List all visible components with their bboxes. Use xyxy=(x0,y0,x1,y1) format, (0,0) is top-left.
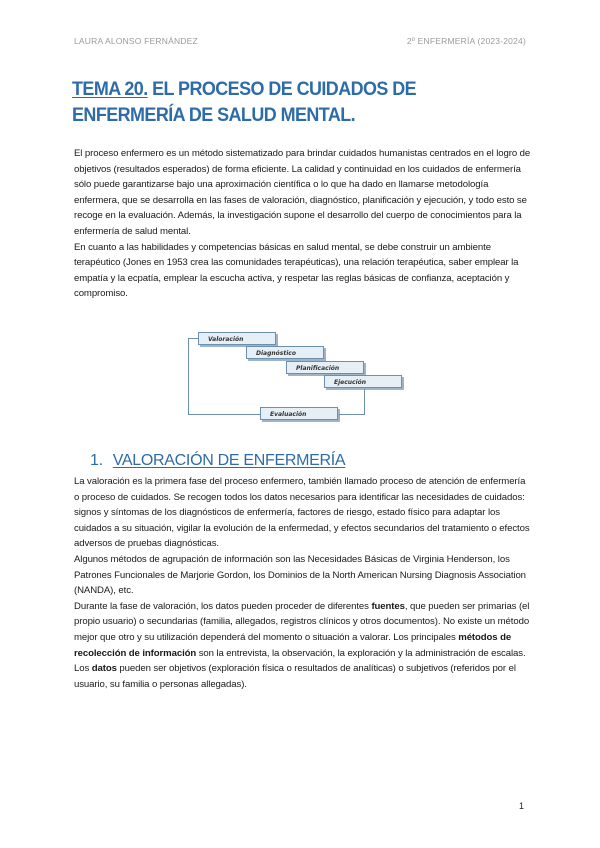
diagram-box-planificacion: Planificación xyxy=(286,361,364,374)
diagram-connector-left-bottom xyxy=(188,414,260,415)
header-author: LAURA ALONSO FERNÁNDEZ xyxy=(74,36,198,46)
page-number: 1 xyxy=(518,801,524,811)
text-run: pueden ser objetivos (exploración física o resultados de analíticas) o subjetivos (referidos por el usuario, su familia o personas allegadas). xyxy=(74,663,516,690)
page-header xyxy=(74,36,526,46)
diagram-box-diagnostico: Diagnóstico xyxy=(246,346,324,359)
diagram-connector-left-top xyxy=(188,338,198,339)
valoracion-paragraph-4 xyxy=(74,661,532,692)
title-text: EL PROCESO DE CUIDADOS DE ENFERMERÍA DE SALUD MENTAL. xyxy=(72,78,417,126)
diagram-connector-left xyxy=(188,338,189,415)
bold-fuentes: fuentes xyxy=(371,600,405,612)
valoracion-paragraph-3 xyxy=(74,599,532,661)
section-heading-valoracion xyxy=(90,452,345,470)
page-title xyxy=(72,76,504,128)
diagram-box-evaluacion: Evaluación xyxy=(260,407,338,420)
bold-datos: datos xyxy=(91,663,117,675)
diagram-connector-right xyxy=(364,389,365,414)
valoracion-paragraph-1: La valoración es la primera fase del proceso enfermero, también llamado proceso de atención de enfermería o proceso de cuidados. Se recogen todos los datos necesarios para identificar las necesidades de cuidados: signos y síntomas de los diagnósticos de enfermería, factores de riesgo, estado físico para adaptar los cuidados a su situación, vigilar la evolución de la enfermedad, y efectos secundarios del tratamiento o efectos adversos de pruebas diagnósticas. xyxy=(74,476,530,550)
intro-paragraph-1: El proceso enfermero es un método sistematizado para brindar cuidados humanistas centrados en el logro de objetivos (resultados esperados) de forma eficiente. La calidad y continuidad en los cuidados de enfermería sólo puede garantizarse bajo una aproximación científica o lo que ha dado en llamarse metodología enfermera, que se desarrolla en las fases de valoración, diagnóstico, planificación y ejecución, y todo esto se recoge en la evaluación. Además, la investigación supone el desarrollo del cuerpo de conocimientos para la enfermería de salud mental. xyxy=(74,148,531,237)
diagram-box-valoracion: Valoración xyxy=(198,332,276,345)
nursing-process-diagram xyxy=(196,327,408,435)
section-number: 1. xyxy=(90,452,103,469)
valoracion-paragraph-2: Algunos métodos de agrupación de información son las Necesidades Básicas de Virginia Henderson, los Patrones Funcionales de Marjorie Gordon, los Dominios de la North American Nursing Diagnosis Association (NANDA), etc. xyxy=(74,553,526,597)
intro-paragraph-2: En cuanto a las habilidades y competencias básicas en salud mental, se debe construir un ambiente terapéutico (Jones en 1953 crea las comunidades terapéuticas), una relación terapéutica, saber emplear la empatía y la ecpatía, emplear la escucha activa, y respetar las reglas básicas de confianza, aceptación y compromiso. xyxy=(74,241,519,300)
bold-metodos: métodos de recolección de información xyxy=(74,631,512,659)
text-run: Durante la fase de valoración, los datos pueden proceder de diferentes xyxy=(74,600,372,612)
diagram-box-ejecucion: Ejecución xyxy=(324,375,402,388)
text-run: , que pueden ser primarias (el propio usuario) o secundarias (familia, allegados, registros clínicos y otros documentos). No existe un método mejor que otro y su utilización dependerá del momento o situación a valorar. Los principales xyxy=(74,600,530,643)
text-run: Los xyxy=(74,663,92,675)
text-run: son la entrevista, la observación, la exploración y la administración de escalas. xyxy=(196,647,526,659)
header-course: 2º ENFERMERÍA (2023-2024) xyxy=(406,36,526,46)
section-valoracion-body xyxy=(74,474,532,692)
diagram-connector-bottom xyxy=(339,414,365,415)
intro-section xyxy=(74,146,532,302)
section-title: VALORACIÓN DE ENFERMERÍA xyxy=(112,452,346,469)
title-number: TEMA 20. xyxy=(72,78,148,100)
